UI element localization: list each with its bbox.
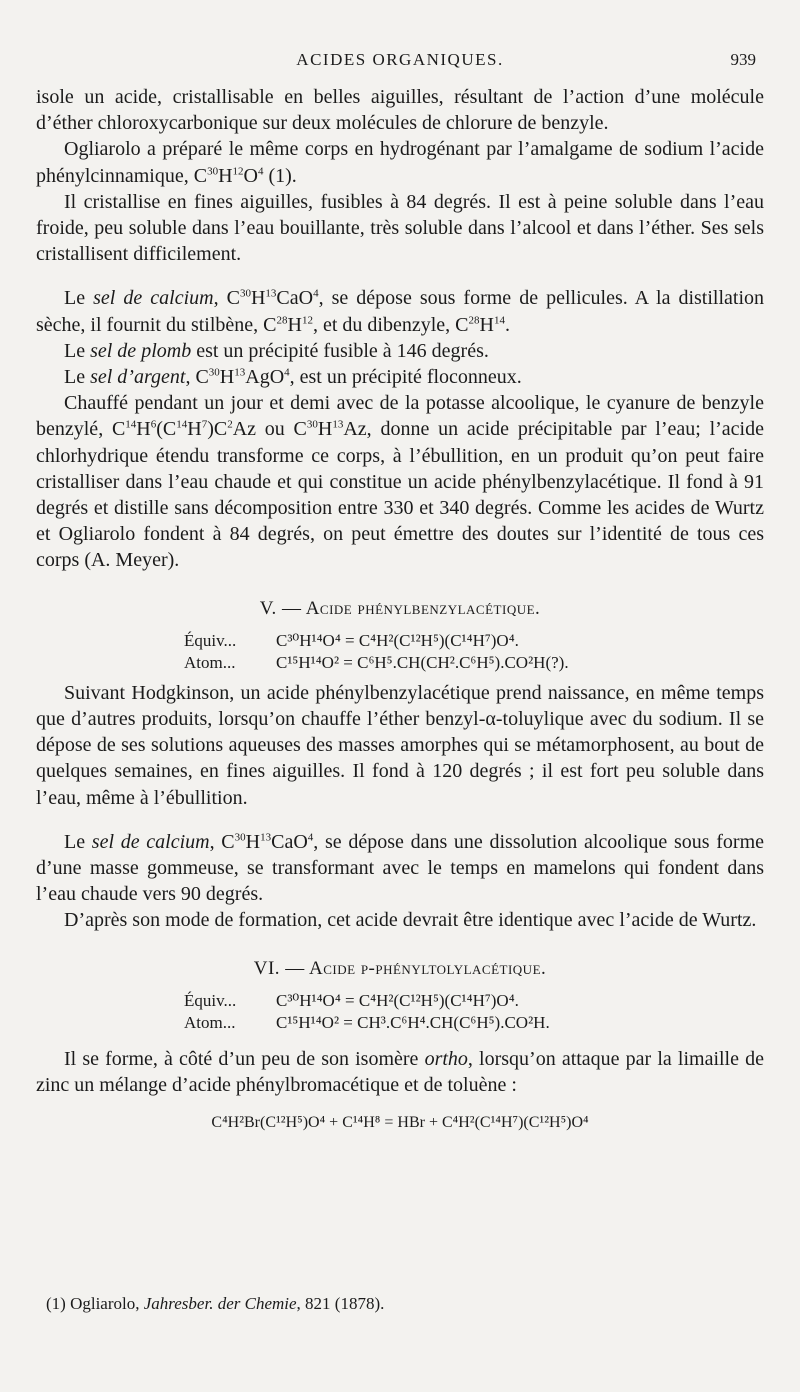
formula-block-vi (36, 990, 764, 1034)
reaction-equation: C⁴H²Br(C¹²H⁵)O⁴ + C¹⁴H⁸ = HBr + C⁴H²(C¹⁴H⁷)(C¹²H⁵)O⁴ (211, 1114, 589, 1132)
paragraph-calcium-salt: Le sel de calcium, $C^{30}H^{13}CaO^4$, se dépose sous forme de pellicules. A la distillation sèche, il fournit du stilbène, $C^{28}H^{12}$, et du dibenzyle, $C^{28}H^{14}$. (36, 287, 765, 336)
formula-atom-row: Atom... C¹⁵H¹⁴O² = C⁶H⁵.CH(CH².C⁶H⁵).CO²H(?). (184, 652, 569, 672)
section-heading-v: V. — Acide phénylbenzylacétique. (259, 597, 541, 619)
paragraph-hodgkinson: Suivant Hodgkinson, un acide phénylbenzylacétique prend naissance, en même temps que d’autres produits, lorsqu’on chauffe l’éther benzyl-α-toluylique avec du sodium. Il se dépose de ses solutions aqueuses des masses amorphes qui se métamorphosent, au bout de quelques semaines, en fines aiguilles. Il fond à 120 degrés ; il est fort peu soluble dans l’eau, même à l’ébullition. (36, 681, 764, 809)
paragraph-cyanide: Chauffé pendant un jour et demi avec de la potasse alcoolique, le cyanure de benzyle benzylé, $C^{14}H^6(C^{14}H^7)C^2Az$ ou $C^{30}H^{13}Az$, donne un acide précipitable par l’eau; l’acide chlorhydrique étendu transforme ce corps, à l’ébullition, en un produit qu’on peut faire cristalliser dans l’eau chaude et qui constitue un acide phénylbenzylacétique. Il fond à 91 degrés et distille sans décomposition entre 330 et 340 degrés. Comme les acides de Wurtz et Ogliarolo fondent à 84 degrés, on peut émettre des doutes sur l’identité de tous ces corps (A. Meyer). (36, 392, 764, 572)
running-head: ACIDES ORGANIQUES. (296, 50, 504, 69)
paragraph-lead-salt: Le sel de plomb est un précipité fusible à 146 degrés. (64, 339, 489, 362)
paragraph-continuation: isole un acide, cristallisable en belles aiguilles, résultant de l’action d’une molécule d’éther chloroxycarbonique sur deux molécules de chlorure de benzyle. (36, 86, 764, 135)
paragraph-crystallization: Il cristallise en fines aiguilles, fusibles à 84 degrés. Il est à peine soluble dans l’eau froide, peu soluble dans l’eau bouillante, très soluble dans l’alcool et dans l’éther. Ses sels cristallisent difficilement. (36, 190, 764, 266)
footnote: (1) Ogliarolo, Jahresber. der Chemie, 821 (1878). (46, 1294, 385, 1313)
formula-equiv-row: Équiv... C³⁰H¹⁴O⁴ = C⁴H²(C¹²H⁵)(C¹⁴H⁷)O⁴. (184, 630, 519, 650)
paragraph-calcium-salt-2: Le sel de calcium, $C^{30}H^{13}CaO^4$, se dépose dans une dissolution alcoolique sous forme d’une masse gommeuse, se transformant avec le temps en mamelons qui fondent dans l’eau chaude vers 90 degrés. (36, 830, 765, 906)
formula-atom-row: Atom... C¹⁵H¹⁴O² = CH³.C⁶H⁴.CH(C⁶H⁵).CO²H. (184, 1012, 550, 1032)
paragraph-ogliarolo: Ogliarolo a préparé le même corps en hydrogénant par l’amalgame de sodium l’acide phénylcinnamique, $C^{30}H^{12}O^4$ (1). (36, 138, 764, 187)
paragraph-formation: D’après son mode de formation, cet acide devrait être identique avec l’acide de Wurtz. (64, 909, 757, 932)
paragraph-silver-salt: Le sel d’argent, $C^{30}H^{13}AgO^4$, est un précipité floconneux. (64, 366, 522, 389)
page-number: 939 (730, 50, 756, 69)
section-heading-vi: VI. — Acide p-phényltolylacétique. (253, 957, 547, 979)
page-body (36, 84, 764, 1137)
page-header (36, 50, 764, 76)
formula-equiv-row: Équiv... C³⁰H¹⁴O⁴ = C⁴H²(C¹²H⁵)(C¹⁴H⁷)O⁴. (184, 990, 519, 1010)
paragraph-preparation: Il se forme, à côté d’un peu de son isomère ortho, lorsqu’on attaque par la limaille de zinc un mélange d’acide phénylbromacétique et de toluène : (36, 1047, 764, 1097)
formula-block-v (36, 630, 764, 674)
